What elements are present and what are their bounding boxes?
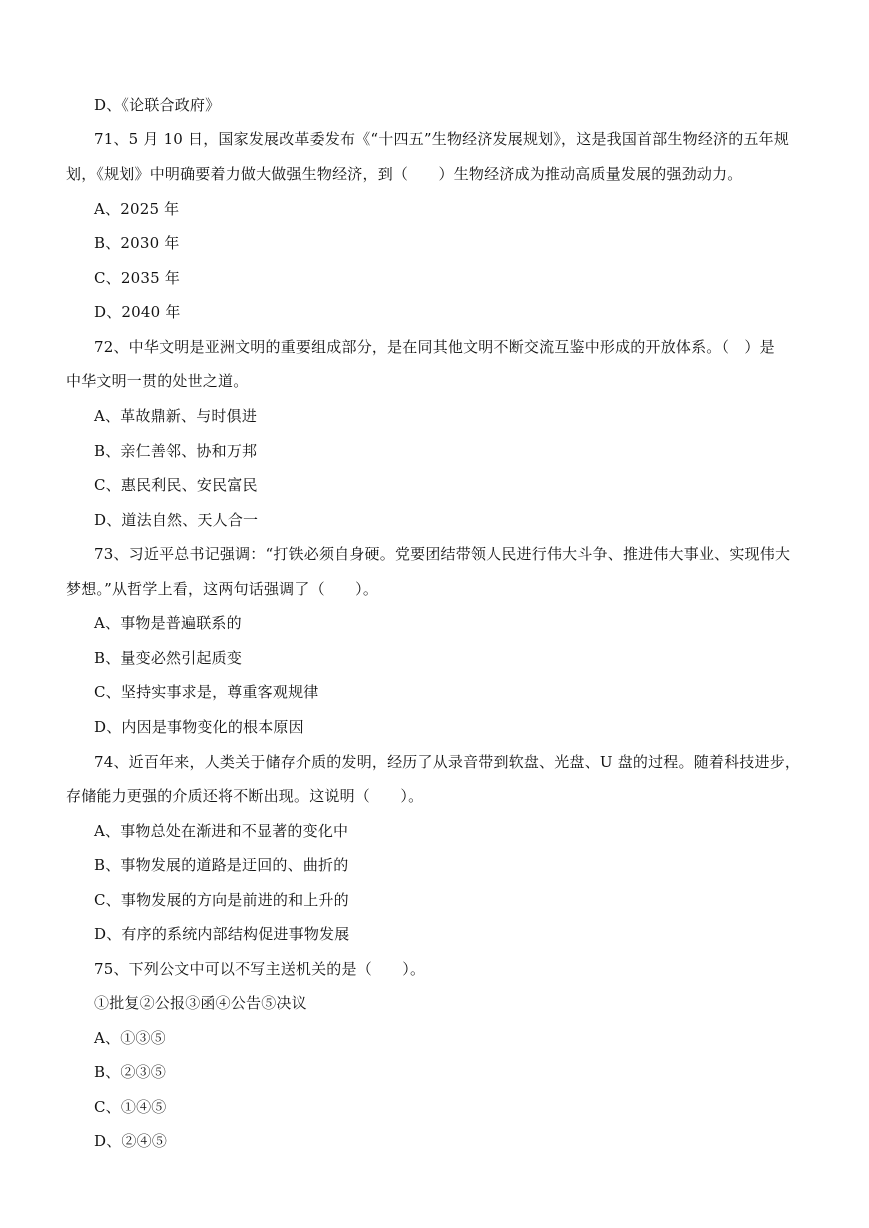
question-73-stem-line-1: 73、习近平总书记强调：“打铁必须自身硬。党要团结带领人民进行伟大斗争、推进伟大事业、实现伟大 bbox=[94, 545, 791, 563]
question-75-option-c: C、①④⑤ bbox=[94, 1098, 167, 1116]
question-73-option-a: A、事物是普遍联系的 bbox=[94, 614, 242, 632]
question-71-option-d: D、2040 年 bbox=[94, 303, 181, 321]
question-72-option-b: B、亲仁善邻、协和万邦 bbox=[94, 442, 258, 460]
question-75-option-d: D、②④⑤ bbox=[94, 1132, 168, 1150]
question-74-stem-line-1: 74、近百年来，人类关于储存介质的发明，经历了从录音带到软盘、光盘、U 盘的过程。随着科技进步， bbox=[94, 753, 801, 771]
question-75-option-b: B、②③⑤ bbox=[94, 1063, 167, 1081]
question-74-stem-line-2: 存储能力更强的介质还将不断出现。这说明（ ）。 bbox=[66, 787, 424, 805]
question-72-option-a: A、革故鼎新、与时俱进 bbox=[94, 407, 258, 425]
question-73-option-d: D、内因是事物变化的根本原因 bbox=[94, 718, 304, 736]
question-70-option-d: D、《论联合政府》 bbox=[94, 96, 221, 114]
question-74-option-a: A、事物总处在渐进和不显著的变化中 bbox=[94, 822, 349, 840]
question-71-option-c: C、2035 年 bbox=[94, 269, 181, 287]
question-74-option-d: D、有序的系统内部结构促进事物发展 bbox=[94, 925, 350, 943]
question-74-option-b: B、事物发展的道路是迂回的、曲折的 bbox=[94, 856, 349, 874]
question-72-stem-line-2: 中华文明一贯的处世之道。 bbox=[66, 372, 249, 390]
question-72-stem-line-1: 72、中华文明是亚洲文明的重要组成部分，是在同其他文明不断交流互鉴中形成的开放体系。（ ）是 bbox=[94, 338, 775, 356]
question-72-option-d: D、道法自然、天人合一 bbox=[94, 511, 259, 529]
question-71-stem-line-2: 划，《规划》中明确要着力做大做强生物经济，到（ ）生物经济成为推动高质量发展的强劲动力。 bbox=[66, 165, 743, 183]
question-73-option-b: B、量变必然引起质变 bbox=[94, 649, 243, 667]
question-71-option-b: B、2030 年 bbox=[94, 234, 180, 252]
question-72-option-c: C、惠民利民、安民富民 bbox=[94, 476, 258, 494]
question-74-option-c: C、事物发展的方向是前进的和上升的 bbox=[94, 891, 349, 909]
question-71-stem-line-1: 71、5 月 10 日，国家发展改革委发布《“十四五”生物经济发展规划》，这是我国首部生物经济的五年规 bbox=[94, 130, 790, 148]
question-71-option-a: A、2025 年 bbox=[94, 200, 180, 218]
question-73-option-c: C、坚持实事求是，尊重客观规律 bbox=[94, 683, 319, 701]
question-75-option-a: A、①③⑤ bbox=[94, 1029, 166, 1047]
question-75-stem: 75、下列公文中可以不写主送机关的是（ ）。 bbox=[94, 960, 426, 978]
question-73-stem-line-2: 梦想。”从哲学上看，这两句话强调了（ ）。 bbox=[66, 580, 379, 598]
question-75-items: ①批复②公报③函④公告⑤决议 bbox=[94, 994, 307, 1012]
